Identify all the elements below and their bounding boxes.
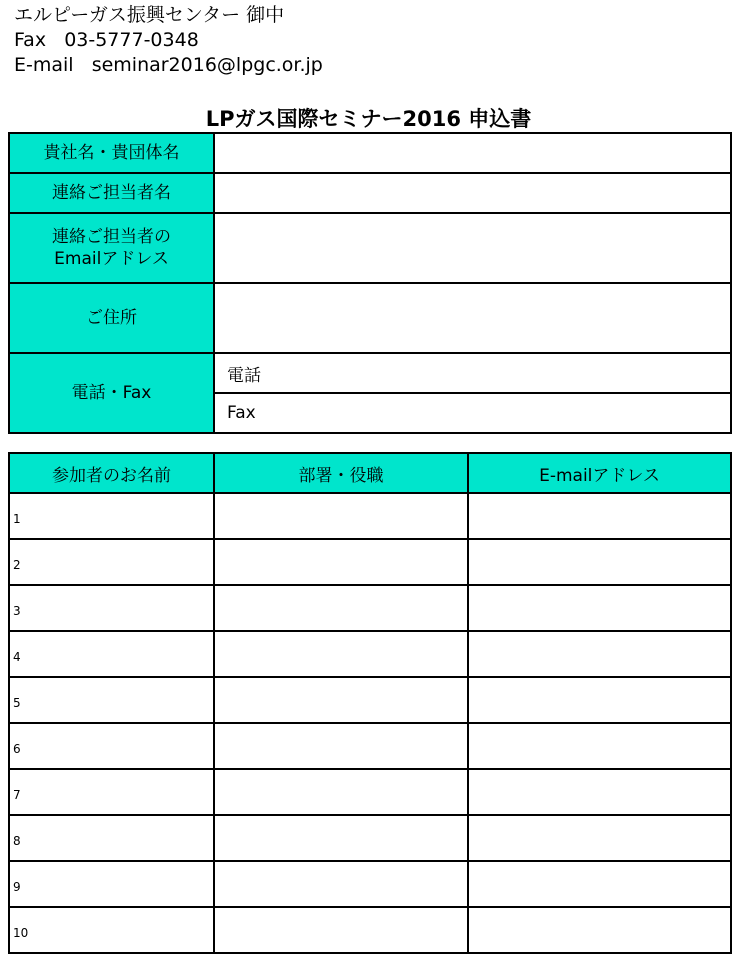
- company-name-field[interactable]: [214, 133, 731, 173]
- phone-field[interactable]: [214, 353, 731, 393]
- contact-name-field[interactable]: [214, 173, 731, 213]
- row-number: 3: [13, 604, 21, 618]
- table-row: [9, 723, 731, 769]
- department-title-cell[interactable]: [214, 539, 468, 585]
- participant-name-cell[interactable]: [9, 861, 214, 907]
- participant-name-cell[interactable]: [9, 677, 214, 723]
- fax-sub-label: Fax: [227, 403, 256, 423]
- contact-email-label-line1: 連絡ご担当者の: [52, 227, 171, 247]
- department-title-cell[interactable]: [214, 723, 468, 769]
- department-title-cell[interactable]: [214, 907, 468, 953]
- participant-name-cell[interactable]: [9, 723, 214, 769]
- participant-email-cell[interactable]: [468, 861, 731, 907]
- participant-email-cell[interactable]: [468, 631, 731, 677]
- fax-field[interactable]: [214, 393, 731, 433]
- participant-email-header: E-mailアドレス: [468, 453, 731, 493]
- row-number: 7: [13, 788, 21, 802]
- participant-name-cell[interactable]: [9, 585, 214, 631]
- department-title-cell[interactable]: [214, 493, 468, 539]
- contact-name-label: 連絡ご担当者名: [9, 173, 214, 213]
- department-title-cell[interactable]: [214, 861, 468, 907]
- table-row: [9, 631, 731, 677]
- participant-name-cell[interactable]: [9, 815, 214, 861]
- participant-email-cell[interactable]: [468, 907, 731, 953]
- row-number: 2: [13, 558, 21, 572]
- participant-name-cell[interactable]: [9, 907, 214, 953]
- company-name-label: 貴社名・貴団体名: [9, 133, 214, 173]
- department-title-cell[interactable]: [214, 769, 468, 815]
- table-row: [9, 815, 731, 861]
- row-number: 8: [13, 834, 21, 848]
- participants-header-row: [9, 453, 731, 493]
- row-number: 9: [13, 880, 21, 894]
- department-title-cell[interactable]: [214, 631, 468, 677]
- email-address-line: E-mail seminar2016@lpgc.or.jp: [14, 54, 323, 76]
- participant-name-cell[interactable]: [9, 493, 214, 539]
- participant-name-header: 参加者のお名前: [9, 453, 214, 493]
- row-number: 6: [13, 742, 21, 756]
- contact-email-label: [9, 213, 214, 283]
- contact-email-field[interactable]: [214, 213, 731, 283]
- participant-email-cell[interactable]: [468, 493, 731, 539]
- participant-email-cell[interactable]: [468, 677, 731, 723]
- participant-email-cell[interactable]: [468, 539, 731, 585]
- table-row: [9, 861, 731, 907]
- applicant-info-table: [8, 132, 732, 434]
- row-number: 4: [13, 650, 21, 664]
- participant-email-cell[interactable]: [468, 723, 731, 769]
- table-row: [9, 493, 731, 539]
- table-row: [9, 539, 731, 585]
- row-number: 10: [13, 926, 29, 940]
- department-title-cell[interactable]: [214, 815, 468, 861]
- table-row: [9, 585, 731, 631]
- participant-name-cell[interactable]: [9, 539, 214, 585]
- participant-email-cell[interactable]: [468, 769, 731, 815]
- fax-number-line: Fax 03-5777-0348: [14, 29, 199, 51]
- phone-sub-label: 電話: [227, 365, 261, 386]
- participant-email-cell[interactable]: [468, 585, 731, 631]
- contact-email-label-line2: Emailアドレス: [54, 249, 169, 269]
- department-title-cell[interactable]: [214, 677, 468, 723]
- address-label: ご住所: [9, 283, 214, 353]
- department-title-header: 部署・役職: [214, 453, 468, 493]
- phone-fax-label: 電話・Fax: [9, 353, 214, 433]
- form-title: LPガス国際セミナー2016 申込書: [205, 107, 532, 131]
- department-title-cell[interactable]: [214, 585, 468, 631]
- recipient-line: エルピーガス振興センター 御中: [14, 4, 285, 26]
- table-row: [9, 677, 731, 723]
- address-field[interactable]: [214, 283, 731, 353]
- participant-name-cell[interactable]: [9, 631, 214, 677]
- table-row: [9, 907, 731, 953]
- row-number: 1: [13, 512, 21, 526]
- table-row: [9, 769, 731, 815]
- participant-email-cell[interactable]: [468, 815, 731, 861]
- row-number: 5: [13, 696, 21, 710]
- participants-table: [8, 452, 732, 954]
- participant-name-cell[interactable]: [9, 769, 214, 815]
